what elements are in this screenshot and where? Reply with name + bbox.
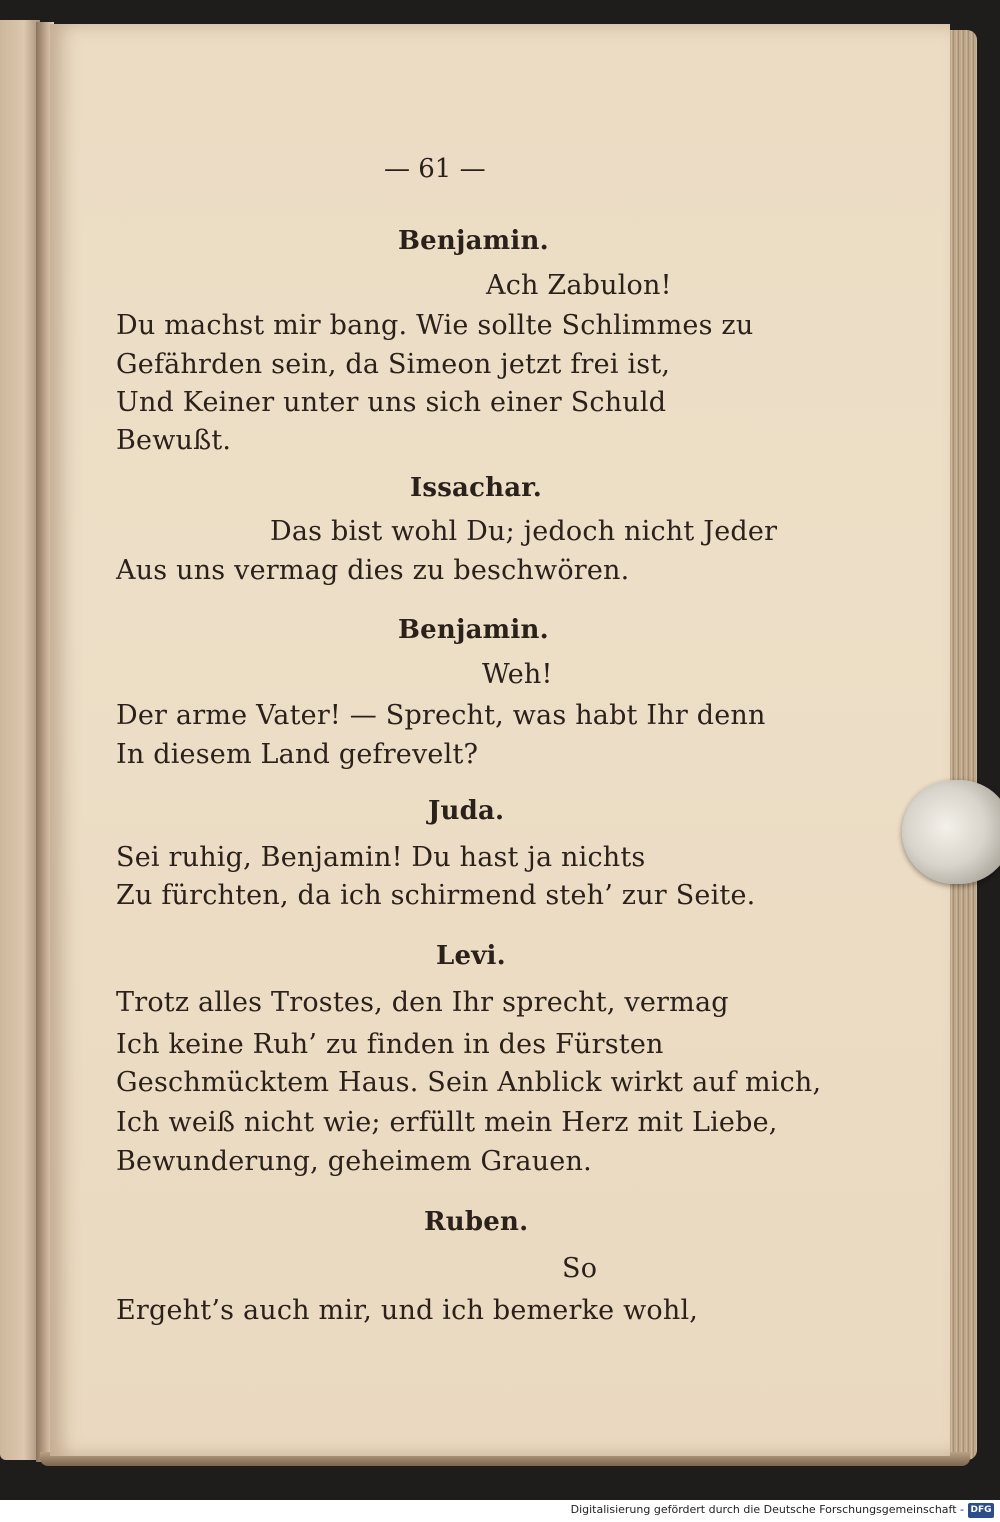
page-clip <box>902 780 1000 884</box>
speaker-ruben: Ruben. <box>424 1207 529 1237</box>
speaker-levi: Levi. <box>436 941 506 971</box>
page-number: — 61 — <box>384 154 486 184</box>
verse-line: Ach Zabulon! <box>486 270 672 301</box>
verse-line: Das bist wohl Du; jedoch nicht Jeder <box>270 516 778 547</box>
verse-line: Ich weiß nicht wie; erfüllt mein Herz mit Liebe, <box>116 1107 778 1138</box>
verse-line: Ergeht’s auch mir, und ich bemerke wohl, <box>116 1295 699 1326</box>
verse-line: Geschmücktem Haus. Sein Anblick wirkt auf mich, <box>116 1067 822 1098</box>
footer-bar <box>0 1500 1000 1522</box>
dfg-logo-icon: DFG <box>968 1503 994 1518</box>
speaker-issachar: Issachar. <box>410 473 543 503</box>
verse-line: Aus uns vermag dies zu beschwören. <box>116 555 630 586</box>
speaker-benjamin-2: Benjamin. <box>398 615 549 645</box>
verse-line: Du machst mir bang. Wie sollte Schlimmes zu <box>116 310 754 341</box>
verse-line: Gefährden sein, da Simeon jetzt frei ist, <box>116 349 671 380</box>
verse-line: Und Keiner unter uns sich einer Schuld <box>116 387 667 418</box>
verse-line: Sei ruhig, Benjamin! Du hast ja nichts <box>116 842 646 873</box>
verse-line: Weh! <box>482 659 553 690</box>
verse-line: Ich keine Ruh’ zu finden in des Fürsten <box>116 1029 664 1060</box>
speaker-benjamin-1: Benjamin. <box>398 226 549 256</box>
verse-line: Bewußt. <box>116 425 232 456</box>
verse-line: Trotz alles Trostes, den Ihr sprecht, vermag <box>116 987 729 1018</box>
verse-line: Zu fürchten, da ich schirmend steh’ zur Seite. <box>116 880 756 911</box>
funding-notice: Digitalisierung gefördert durch die Deutsche Forschungsgemeinschaft - <box>570 1503 964 1516</box>
verse-line: So <box>562 1253 598 1284</box>
left-page-edge <box>0 20 40 1460</box>
verse-line: Der arme Vater! — Sprecht, was habt Ihr denn <box>116 700 766 731</box>
speaker-juda: Juda. <box>428 796 505 826</box>
verse-line: Bewunderung, geheimem Grauen. <box>116 1146 592 1177</box>
verse-line: In diesem Land gefrevelt? <box>116 739 479 770</box>
